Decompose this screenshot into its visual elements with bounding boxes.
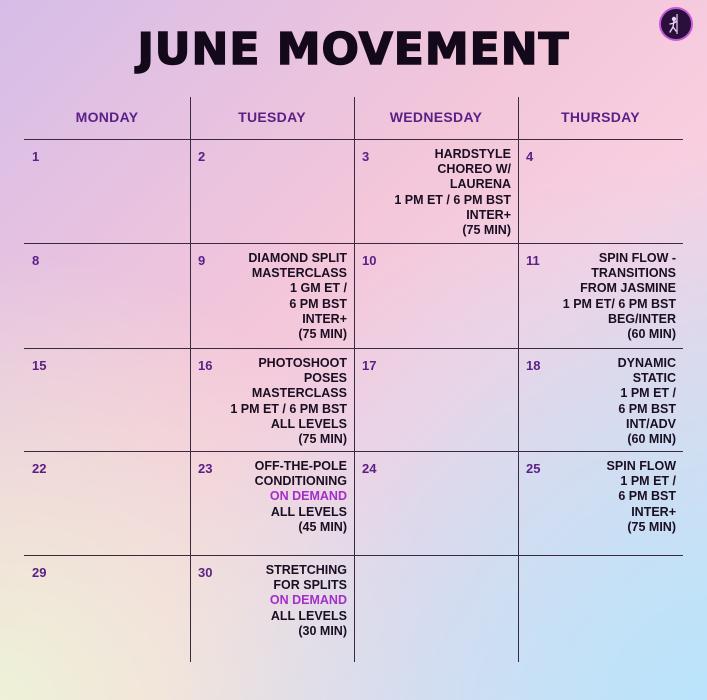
calendar-cell	[24, 348, 190, 451]
day-number: 15	[32, 358, 47, 373]
event-line: INTER+	[466, 207, 511, 222]
event-line: ON DEMAND	[269, 489, 347, 504]
day-number: 22	[32, 461, 47, 476]
event-line: TRANSITIONS	[591, 266, 676, 281]
event-line: 1 PM ET / 6 PM BST	[230, 401, 347, 416]
event-line: FROM JASMINE	[580, 281, 676, 296]
day-number: 24	[362, 461, 377, 476]
calendar-cell	[190, 348, 354, 451]
event-line: 6 PM BST	[618, 401, 676, 416]
event-line: INT/ADV	[626, 416, 676, 431]
event-line: MASTERCLASS	[251, 266, 347, 281]
event-line: 1 PM ET / 6 PM BST	[394, 192, 511, 207]
class-event	[230, 356, 347, 447]
day-number: 10	[362, 253, 377, 268]
day-number: 17	[362, 358, 377, 373]
event-line: (75 MIN)	[462, 223, 511, 238]
class-event	[248, 251, 347, 342]
day-number: 29	[32, 565, 47, 580]
event-line: (75 MIN)	[298, 432, 347, 447]
day-number: 16	[198, 358, 213, 373]
event-line: 6 PM BST	[618, 489, 676, 504]
day-number: 18	[526, 358, 541, 373]
event-line: MASTERCLASS	[251, 386, 347, 401]
class-event	[618, 356, 676, 447]
calendar-cell	[24, 139, 190, 243]
event-line: SPIN FLOW	[606, 459, 676, 473]
page-title: JUNE MOVEMENT	[137, 24, 570, 75]
event-line: (75 MIN)	[298, 327, 347, 342]
event-line: SPIN FLOW -	[598, 251, 676, 265]
calendar-cell	[354, 348, 518, 451]
event-line: 1 PM ET /	[620, 386, 676, 401]
event-line: (60 MIN)	[627, 432, 676, 447]
calendar-cell	[24, 243, 190, 348]
event-line: ALL LEVELS	[270, 416, 347, 431]
calendar-cell	[518, 348, 683, 451]
calendar-cell	[518, 139, 683, 243]
event-line: STATIC	[632, 371, 676, 386]
event-line: HARDSTYLE	[434, 147, 511, 161]
calendar-cell	[24, 451, 190, 555]
event-line: INTER+	[631, 504, 676, 519]
day-number: 25	[526, 461, 541, 476]
calendar-cell	[354, 139, 518, 243]
class-event	[563, 251, 676, 342]
event-line: (75 MIN)	[627, 519, 676, 534]
calendar-cell	[190, 451, 354, 555]
day-header: THURSDAY	[561, 109, 640, 125]
day-number: 1	[32, 149, 40, 164]
event-line: BEG/INTER	[607, 311, 676, 326]
class-event	[255, 459, 347, 535]
event-line: 1 PM ET /	[620, 474, 676, 489]
day-header: TUESDAY	[238, 109, 306, 125]
event-line: ALL LEVELS	[270, 504, 347, 519]
day-number: 8	[32, 253, 40, 268]
day-header: WEDNESDAY	[389, 109, 483, 125]
event-line: (45 MIN)	[298, 519, 347, 534]
event-line: CHOREO W/	[437, 162, 511, 177]
event-line: DIAMOND SPLIT	[248, 251, 347, 265]
event-line: LAURENA	[449, 177, 511, 192]
calendar-cell	[518, 243, 683, 348]
calendar-grid	[24, 97, 683, 662]
class-event	[266, 563, 347, 639]
calendar-cell	[190, 139, 354, 243]
day-number: 11	[526, 253, 540, 268]
event-line: CONDITIONING	[254, 474, 347, 489]
calendar-cell	[518, 555, 683, 662]
event-line: FOR SPLITS	[273, 578, 347, 593]
calendar-cell	[354, 451, 518, 555]
day-number: 2	[198, 149, 206, 164]
calendar-cell	[518, 451, 683, 555]
event-line: 6 PM BST	[289, 296, 347, 311]
event-line: PHOTOSHOOT	[258, 356, 347, 370]
event-line: ALL LEVELS	[270, 608, 347, 623]
event-line: ON DEMAND	[269, 593, 347, 608]
event-line: STRETCHING	[265, 563, 347, 577]
class-event	[394, 147, 511, 238]
day-number: 4	[526, 149, 534, 164]
day-number: 3	[362, 149, 370, 164]
day-number: 23	[198, 461, 213, 476]
day-number: 30	[198, 565, 213, 580]
event-line: DYNAMIC	[617, 356, 676, 370]
event-line: INTER+	[302, 311, 347, 326]
event-line: OFF-THE-POLE	[254, 459, 347, 473]
day-number: 9	[198, 253, 206, 268]
calendar-cell	[354, 243, 518, 348]
class-event	[607, 459, 676, 535]
event-line: 1 PM ET/ 6 PM BST	[562, 296, 676, 311]
event-line: 1 GM ET /	[290, 281, 347, 296]
event-line: POSES	[303, 371, 347, 386]
day-header: MONDAY	[75, 109, 139, 125]
calendar-cell	[190, 555, 354, 662]
calendar-cell	[24, 555, 190, 662]
event-line: (60 MIN)	[627, 327, 676, 342]
calendar-cell	[190, 243, 354, 348]
calendar-cell	[354, 555, 518, 662]
event-line: (30 MIN)	[298, 623, 347, 638]
